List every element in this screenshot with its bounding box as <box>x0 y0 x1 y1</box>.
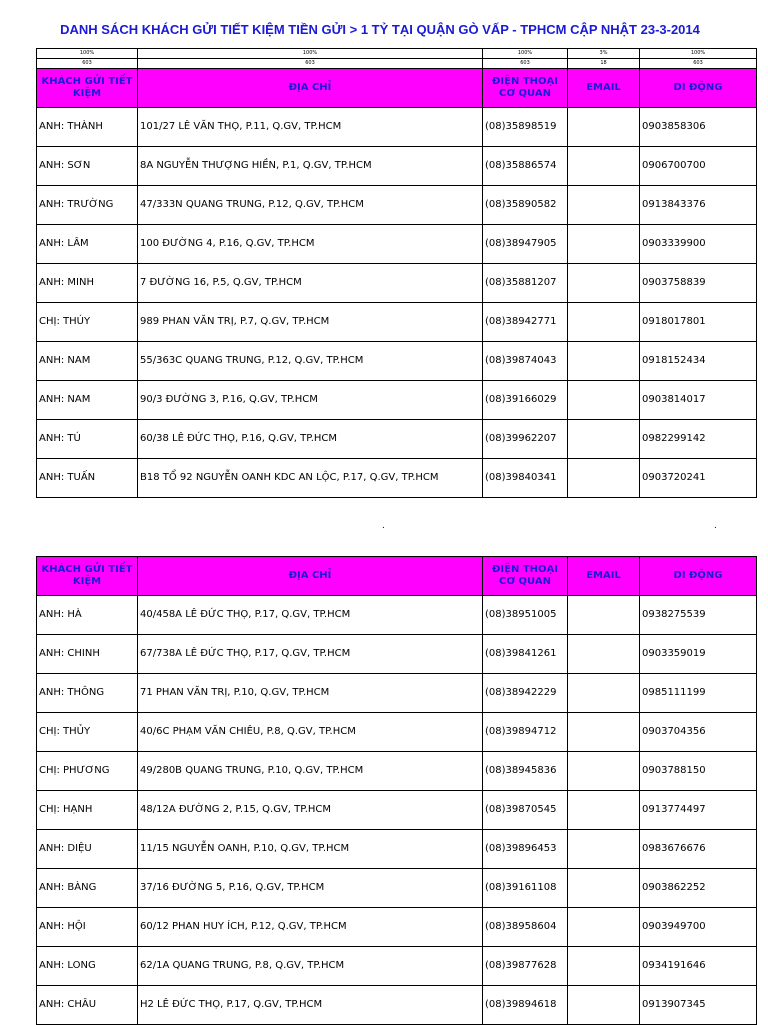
meta-cell: 18 <box>568 59 640 69</box>
address-cell: 37/16 ĐƯỜNG 5, P.16, Q.GV, TP.HCM <box>138 869 483 908</box>
email-cell <box>568 459 640 498</box>
header-mobile: DI ĐỘNG <box>640 557 757 596</box>
address-cell: 60/12 PHAN HUY ÍCH, P.12, Q.GV, TP.HCM <box>138 908 483 947</box>
table-row <box>37 303 757 342</box>
table-header-row <box>37 69 757 108</box>
customer-name-cell: ANH: BÀNG <box>37 869 138 908</box>
customer-name-cell: ANH: MINH <box>37 264 138 303</box>
table-row <box>37 381 757 420</box>
meta-row-percent <box>37 49 757 59</box>
mobile-cell: 0913843376 <box>640 186 757 225</box>
mobile-cell: 0913774497 <box>640 791 757 830</box>
header-customer: KHÁCH GỬI TIẾT KIỆM <box>37 557 138 596</box>
office-phone-cell: (08)35898519 <box>483 108 568 147</box>
office-phone-cell: (08)35890582 <box>483 186 568 225</box>
address-cell: 11/15 NGUYỄN OANH, P.10, Q.GV, TP.HCM <box>138 830 483 869</box>
address-cell: H2 LÊ ĐỨC THỌ, P.17, Q.GV, TP.HCM <box>138 986 483 1025</box>
table-row <box>37 830 757 869</box>
customer-name-cell: ANH: CHINH <box>37 635 138 674</box>
customer-name-cell: ANH: TUẤN <box>37 459 138 498</box>
email-cell <box>568 752 640 791</box>
table-row <box>37 342 757 381</box>
meta-cell: 100% <box>640 49 757 59</box>
office-phone-cell: (08)35886574 <box>483 147 568 186</box>
table-1-body <box>37 49 757 498</box>
email-cell <box>568 869 640 908</box>
meta-cell: 603 <box>483 59 568 69</box>
table-row <box>37 674 757 713</box>
meta-cell: 603 <box>138 59 483 69</box>
address-cell: 40/6C PHẠM VĂN CHIÊU, P.8, Q.GV, TP.HCM <box>138 713 483 752</box>
address-cell: 7 ĐƯỜNG 16, P.5, Q.GV, TP.HCM <box>138 264 483 303</box>
customer-name-cell: ANH: SƠN <box>37 147 138 186</box>
address-cell: 989 PHAN VĂN TRỊ, P.7, Q.GV, TP.HCM <box>138 303 483 342</box>
table-row <box>37 108 757 147</box>
mobile-cell: 0903339900 <box>640 225 757 264</box>
email-cell <box>568 908 640 947</box>
meta-cell: 100% <box>138 49 483 59</box>
email-cell <box>568 381 640 420</box>
mobile-cell: 0903758839 <box>640 264 757 303</box>
mobile-cell: 0985111199 <box>640 674 757 713</box>
header-office-phone: ĐIỆN THOẠI CƠ QUAN <box>483 69 568 108</box>
customer-name-cell: CHỊ: THÚY <box>37 303 138 342</box>
office-phone-cell: (08)39874043 <box>483 342 568 381</box>
customer-table-2 <box>36 556 757 1025</box>
header-email: EMAIL <box>568 557 640 596</box>
meta-cell: 100% <box>37 49 138 59</box>
office-phone-cell: (08)35881207 <box>483 264 568 303</box>
meta-cell: 603 <box>640 59 757 69</box>
email-cell <box>568 108 640 147</box>
office-phone-cell: (08)39870545 <box>483 791 568 830</box>
mobile-cell: 0903949700 <box>640 908 757 947</box>
table-row <box>37 908 757 947</box>
table-2-body <box>37 557 757 1025</box>
table-row <box>37 713 757 752</box>
mobile-cell: 0934191646 <box>640 947 757 986</box>
table-row <box>37 869 757 908</box>
separator-mark: . <box>714 520 717 531</box>
email-cell <box>568 635 640 674</box>
office-phone-cell: (08)39161108 <box>483 869 568 908</box>
meta-row-count <box>37 59 757 69</box>
email-cell <box>568 713 640 752</box>
address-cell: B18 TỔ 92 NGUYỄN OANH KDC AN LỘC, P.17, Q.GV, TP.HCM <box>138 459 483 498</box>
customer-name-cell: ANH: THÀNH <box>37 108 138 147</box>
address-cell: 62/1A QUANG TRUNG, P.8, Q.GV, TP.HCM <box>138 947 483 986</box>
office-phone-cell: (08)39962207 <box>483 420 568 459</box>
mobile-cell: 0982299142 <box>640 420 757 459</box>
mobile-cell: 0903858306 <box>640 108 757 147</box>
table-row <box>37 186 757 225</box>
header-email: EMAIL <box>568 69 640 108</box>
table-header-row <box>37 557 757 596</box>
mobile-cell: 0913907345 <box>640 986 757 1025</box>
mobile-cell: 0906700700 <box>640 147 757 186</box>
address-cell: 101/27 LÊ VĂN THỌ, P.11, Q.GV, TP.HCM <box>138 108 483 147</box>
table-row <box>37 752 757 791</box>
customer-name-cell: CHỊ: THỦY <box>37 713 138 752</box>
table-row <box>37 635 757 674</box>
table-row <box>37 147 757 186</box>
address-cell: 71 PHAN VĂN TRỊ, P.10, Q.GV, TP.HCM <box>138 674 483 713</box>
email-cell <box>568 830 640 869</box>
email-cell <box>568 147 640 186</box>
customer-name-cell: ANH: HỘI <box>37 908 138 947</box>
customer-name-cell: CHỊ: HẠNH <box>37 791 138 830</box>
table-row <box>37 264 757 303</box>
customer-table-1 <box>36 48 757 498</box>
mobile-cell: 0903359019 <box>640 635 757 674</box>
mobile-cell: 0918017801 <box>640 303 757 342</box>
address-cell: 67/738A LÊ ĐỨC THỌ, P.17, Q.GV, TP.HCM <box>138 635 483 674</box>
address-cell: 55/363C QUANG TRUNG, P.12, Q.GV, TP.HCM <box>138 342 483 381</box>
customer-name-cell: CHỊ: PHƯƠNG <box>37 752 138 791</box>
header-customer: KHÁCH GỬI TIẾT KIỆM <box>37 69 138 108</box>
email-cell <box>568 947 640 986</box>
office-phone-cell: (08)38947905 <box>483 225 568 264</box>
customer-name-cell: ANH: CHÂU <box>37 986 138 1025</box>
email-cell <box>568 791 640 830</box>
office-phone-cell: (08)38951005 <box>483 596 568 635</box>
office-phone-cell: (08)38942771 <box>483 303 568 342</box>
table-row <box>37 947 757 986</box>
office-phone-cell: (08)39894618 <box>483 986 568 1025</box>
customer-name-cell: ANH: HÀ <box>37 596 138 635</box>
office-phone-cell: (08)39894712 <box>483 713 568 752</box>
customer-name-cell: ANH: LONG <box>37 947 138 986</box>
table-row <box>37 791 757 830</box>
header-mobile: DI ĐỘNG <box>640 69 757 108</box>
mobile-cell: 0918152434 <box>640 342 757 381</box>
office-phone-cell: (08)39841261 <box>483 635 568 674</box>
header-office-phone: ĐIỆN THOẠI CƠ QUAN <box>483 557 568 596</box>
table-row <box>37 986 757 1025</box>
document-title: DANH SÁCH KHÁCH GỬI TIẾT KIỆM TIỀN GỬI > 1 TỶ TẠI QUẬN GÒ VẤP - TPHCM CẬP NHẬT 23-3-2014 <box>60 22 700 37</box>
mobile-cell: 0903704356 <box>640 713 757 752</box>
address-cell: 49/280B QUANG TRUNG, P.10, Q.GV, TP.HCM <box>138 752 483 791</box>
customer-name-cell: ANH: THÔNG <box>37 674 138 713</box>
address-cell: 100 ĐƯỜNG 4, P.16, Q.GV, TP.HCM <box>138 225 483 264</box>
office-phone-cell: (08)39896453 <box>483 830 568 869</box>
customer-name-cell: ANH: DIỆU <box>37 830 138 869</box>
mobile-cell: 0903720241 <box>640 459 757 498</box>
customer-name-cell: ANH: TRƯỜNG <box>37 186 138 225</box>
separator-mark: . <box>382 520 385 531</box>
email-cell <box>568 225 640 264</box>
meta-cell: 3% <box>568 49 640 59</box>
address-cell: 8A NGUYỄN THƯỢNG HIỀN, P.1, Q.GV, TP.HCM <box>138 147 483 186</box>
mobile-cell: 0903788150 <box>640 752 757 791</box>
email-cell <box>568 303 640 342</box>
mobile-cell: 0983676676 <box>640 830 757 869</box>
table-row <box>37 459 757 498</box>
customer-name-cell: ANH: TÚ <box>37 420 138 459</box>
customer-name-cell: ANH: LÂM <box>37 225 138 264</box>
office-phone-cell: (08)39877628 <box>483 947 568 986</box>
header-address: ĐỊA CHỈ <box>138 557 483 596</box>
email-cell <box>568 596 640 635</box>
email-cell <box>568 420 640 459</box>
address-cell: 48/12A ĐƯỜNG 2, P.15, Q.GV, TP.HCM <box>138 791 483 830</box>
office-phone-cell: (08)39166029 <box>483 381 568 420</box>
email-cell <box>568 186 640 225</box>
office-phone-cell: (08)38958604 <box>483 908 568 947</box>
email-cell <box>568 342 640 381</box>
office-phone-cell: (08)38942229 <box>483 674 568 713</box>
header-address: ĐỊA CHỈ <box>138 69 483 108</box>
mobile-cell: 0903814017 <box>640 381 757 420</box>
customer-name-cell: ANH: NAM <box>37 342 138 381</box>
email-cell <box>568 264 640 303</box>
address-cell: 60/38 LÊ ĐỨC THỌ, P.16, Q.GV, TP.HCM <box>138 420 483 459</box>
meta-cell: 603 <box>37 59 138 69</box>
mobile-cell: 0938275539 <box>640 596 757 635</box>
address-cell: 90/3 ĐƯỜNG 3, P.16, Q.GV, TP.HCM <box>138 381 483 420</box>
email-cell <box>568 986 640 1025</box>
office-phone-cell: (08)39840341 <box>483 459 568 498</box>
address-cell: 47/333N QUANG TRUNG, P.12, Q.GV, TP.HCM <box>138 186 483 225</box>
email-cell <box>568 674 640 713</box>
table-row <box>37 420 757 459</box>
meta-cell: 100% <box>483 49 568 59</box>
customer-name-cell: ANH: NAM <box>37 381 138 420</box>
office-phone-cell: (08)38945836 <box>483 752 568 791</box>
mobile-cell: 0903862252 <box>640 869 757 908</box>
address-cell: 40/458A LÊ ĐỨC THỌ, P.17, Q.GV, TP.HCM <box>138 596 483 635</box>
table-row <box>37 225 757 264</box>
table-row <box>37 596 757 635</box>
